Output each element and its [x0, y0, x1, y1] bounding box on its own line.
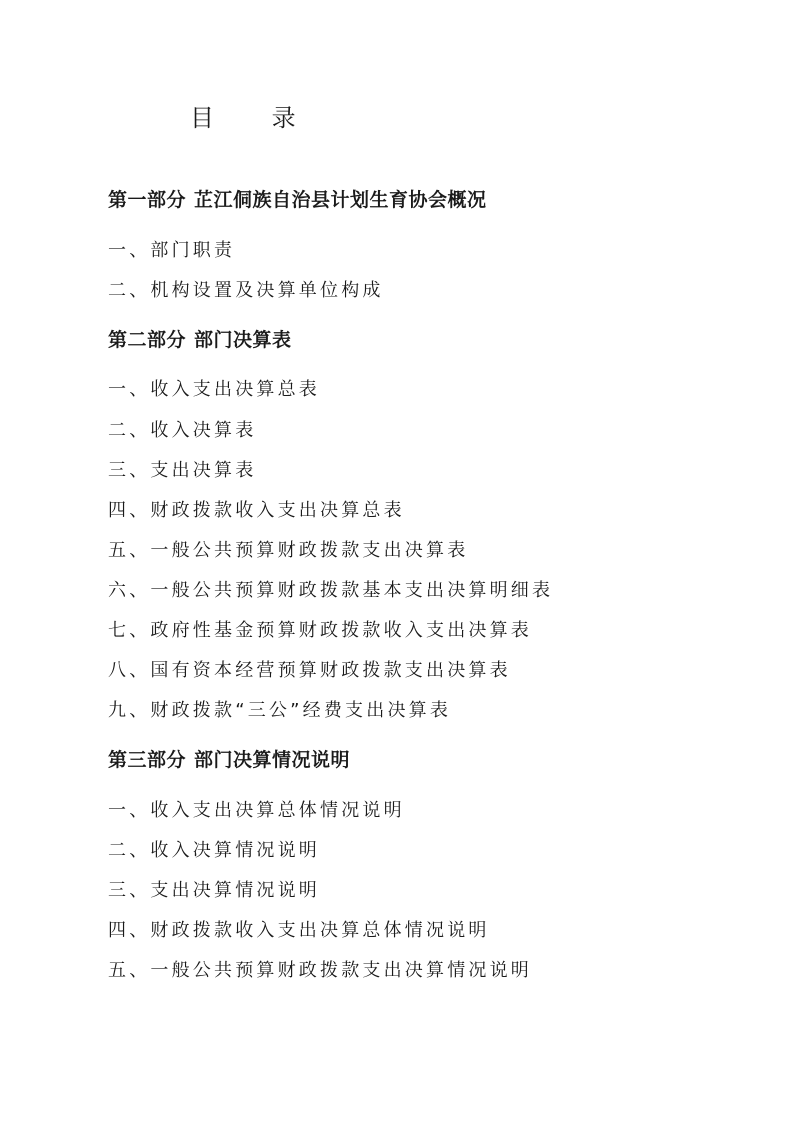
- toc-item-1-2[interactable]: 二、机构设置及决算单位构成: [108, 280, 384, 301]
- part-2-title: 部门决算表: [194, 329, 292, 351]
- toc-item-2-6[interactable]: 六、一般公共预算财政拨款基本支出决算明细表: [108, 580, 554, 601]
- toc-item-3-2[interactable]: 二、收入决算情况说明: [108, 840, 320, 861]
- toc-item-2-5[interactable]: 五、一般公共预算财政拨款支出决算表: [108, 540, 469, 561]
- part-2-heading[interactable]: [108, 327, 292, 353]
- toc-item-2-7[interactable]: 七、政府性基金预算财政拨款收入支出决算表: [108, 620, 532, 641]
- toc-item-2-8[interactable]: 八、国有资本经营预算财政拨款支出决算表: [108, 660, 511, 681]
- toc-item-3-3[interactable]: 三、支出决算情况说明: [108, 880, 320, 901]
- toc-item-3-1[interactable]: 一、收入支出决算总体情况说明: [108, 800, 405, 821]
- toc-item-2-3[interactable]: 三、支出决算表: [108, 460, 257, 481]
- toc-item-2-2[interactable]: 二、收入决算表: [108, 420, 257, 441]
- part-3-label: 第三部分: [108, 749, 187, 771]
- part-1-heading[interactable]: [108, 187, 487, 213]
- toc-item-2-4[interactable]: 四、财政拨款收入支出决算总表: [108, 500, 405, 521]
- toc-item-1-1[interactable]: 一、部门职责: [108, 240, 236, 261]
- part-2-label: 第二部分: [108, 329, 187, 351]
- part-3-heading[interactable]: [108, 747, 350, 773]
- toc-item-3-5[interactable]: 五、一般公共预算财政拨款支出决算情况说明: [108, 960, 532, 981]
- toc-item-2-1[interactable]: 一、收入支出决算总表: [108, 379, 320, 400]
- part-3-title: 部门决算情况说明: [194, 749, 351, 771]
- part-1-title: 芷江侗族自治县计划生育协会概况: [194, 189, 487, 211]
- toc-item-3-4[interactable]: 四、财政拨款收入支出决算总体情况说明: [108, 920, 490, 941]
- toc-item-2-9[interactable]: 九、财政拨款“三公”经费支出决算表: [108, 700, 452, 721]
- toc-title: 目 录: [190, 104, 321, 132]
- part-1-label: 第一部分: [108, 189, 187, 211]
